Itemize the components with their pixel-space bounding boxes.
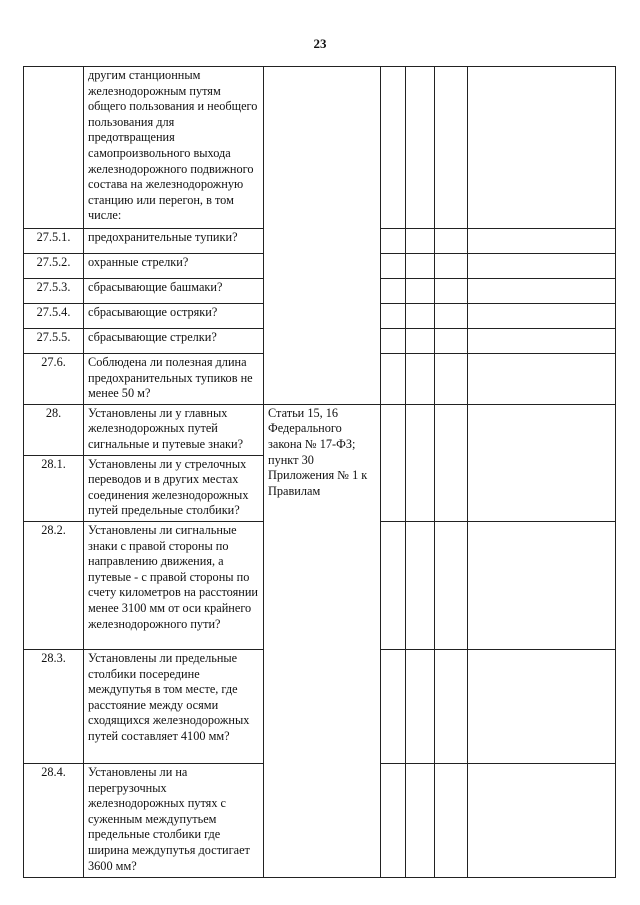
requirement-question: Установлены ли на перегрузочных железнодорожных путях с суженным междупутьем предельные столбики где ширина междупутья достигает 3600 мм? (84, 763, 264, 877)
answer-yes-cell (381, 229, 406, 254)
row-number: 28. (24, 404, 84, 455)
answer-na-cell (435, 304, 468, 329)
legal-reference: Статьи 15, 16 Федерального закона № 17-ФЗ; пункт 30 Приложения № 1 к Правилам (264, 404, 381, 877)
reference-cell-27 (264, 67, 381, 405)
answer-yes-cell (381, 354, 406, 405)
answer-yes-cell (381, 279, 406, 304)
answer-no-cell (406, 354, 435, 405)
answer-yes-cell (381, 304, 406, 329)
checklist-table (23, 66, 616, 878)
table-row (24, 67, 616, 229)
notes-cell (468, 649, 616, 763)
notes-cell (468, 404, 616, 521)
requirement-question: Соблюдена ли полезная длина предохранительных тупиков не менее 50 м? (84, 354, 264, 405)
answer-na-cell (435, 279, 468, 304)
answer-na-cell (435, 521, 468, 649)
answer-no-cell (406, 404, 435, 521)
answer-na-cell (435, 254, 468, 279)
answer-yes-cell (381, 404, 406, 521)
notes-cell (468, 354, 616, 405)
requirement-question: сбрасывающие стрелки? (84, 329, 264, 354)
notes-cell (468, 254, 616, 279)
requirement-question: Установлены ли предельные столбики посередине междупутья в том месте, где расстояние между осями сходящихся железнодорожных путей составляет 4100 мм? (84, 649, 264, 763)
requirement-question: предохранительные тупики? (84, 229, 264, 254)
row-number: 27.5.1. (24, 229, 84, 254)
answer-yes-cell (381, 763, 406, 877)
answer-yes-cell (381, 329, 406, 354)
row-number: 27.5.2. (24, 254, 84, 279)
answer-no-cell (406, 649, 435, 763)
answer-na-cell (435, 329, 468, 354)
notes-cell (468, 763, 616, 877)
notes-cell (468, 304, 616, 329)
answer-no-cell (406, 763, 435, 877)
row-number: 28.4. (24, 763, 84, 877)
answer-na-cell (435, 763, 468, 877)
answer-no-cell (406, 254, 435, 279)
requirement-question: сбрасывающие башмаки? (84, 279, 264, 304)
row-number: 28.2. (24, 521, 84, 649)
answer-no-cell (406, 229, 435, 254)
answer-na-cell (435, 354, 468, 405)
notes-cell (468, 67, 616, 229)
answer-no-cell (406, 521, 435, 649)
requirement-question: Установлены ли у стрелочных переводов и в других местах соединения железнодорожных путей предельные столбики? (84, 455, 264, 521)
notes-cell (468, 229, 616, 254)
answer-no-cell (406, 67, 435, 229)
notes-cell (468, 521, 616, 649)
answer-yes-cell (381, 67, 406, 229)
answer-yes-cell (381, 521, 406, 649)
answer-na-cell (435, 404, 468, 521)
notes-cell (468, 329, 616, 354)
answer-na-cell (435, 67, 468, 229)
answer-no-cell (406, 304, 435, 329)
table-row (24, 404, 616, 455)
row-number: 27.5.3. (24, 279, 84, 304)
answer-no-cell (406, 329, 435, 354)
answer-na-cell (435, 229, 468, 254)
requirement-question: Установлены ли у главных железнодорожных путей сигнальные и путевые знаки? (84, 404, 264, 455)
row-number (24, 67, 84, 229)
notes-cell (468, 279, 616, 304)
row-number: 27.5.4. (24, 304, 84, 329)
row-number: 28.1. (24, 455, 84, 521)
row-number: 28.3. (24, 649, 84, 763)
requirement-question: охранные стрелки? (84, 254, 264, 279)
answer-no-cell (406, 279, 435, 304)
row-number: 27.6. (24, 354, 84, 405)
requirement-question: Установлены ли сигнальные знаки с правой стороны по направлению движения, а путевые - с правой стороны по счету километров на расстоянии менее 3100 мм от оси крайнего железнодорожного пути? (84, 521, 264, 649)
row-number: 27.5.5. (24, 329, 84, 354)
answer-na-cell (435, 649, 468, 763)
answer-yes-cell (381, 649, 406, 763)
page-number: 23 (313, 36, 327, 51)
requirement-question: сбрасывающие остряки? (84, 304, 264, 329)
answer-yes-cell (381, 254, 406, 279)
requirement-question: другим станционным железнодорожным путям общего пользования и необщего пользования для предотвращения самопроизвольного выхода железнодорожного подвижного состава на железнодорожную станцию или перегон, в том числе: (84, 67, 264, 229)
